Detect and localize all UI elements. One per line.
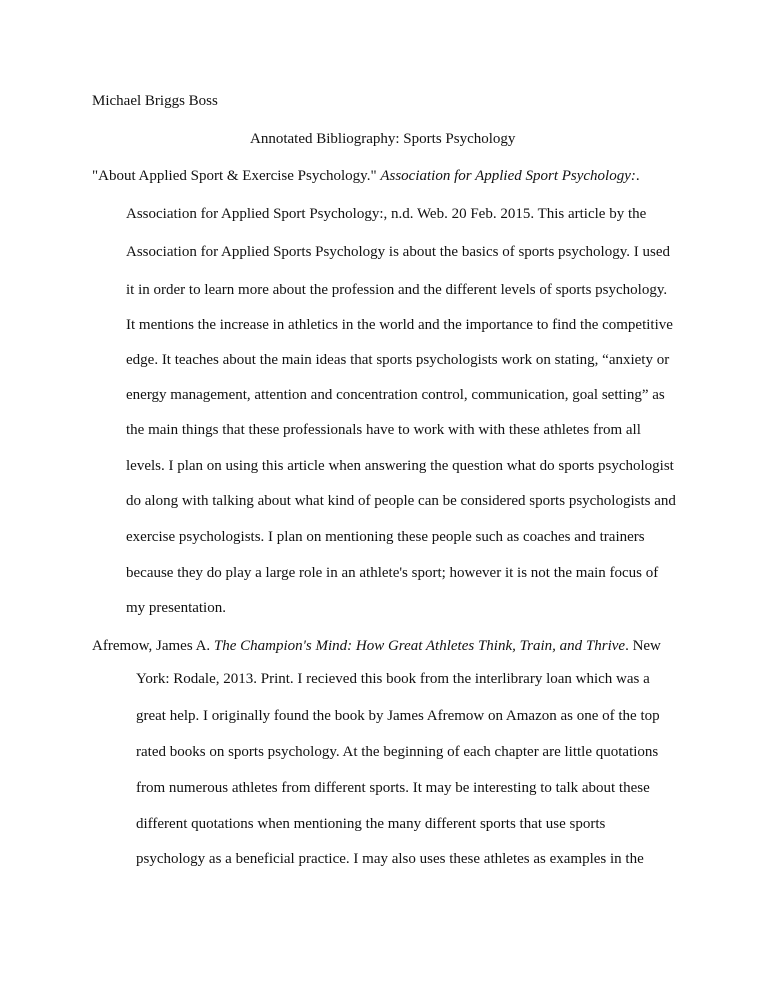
annotation-line: York: Rodale, 2013. Print. I recieved this book from the interlibrary loan which was a bbox=[136, 671, 650, 687]
annotation-line: it in order to learn more about the profession and the different levels of sports psychology. bbox=[126, 282, 668, 298]
citation-text: . New bbox=[625, 638, 661, 654]
citation-book-title: The Champion's Mind: How Great Athletes Think, Train, and Thrive bbox=[213, 638, 626, 654]
annotation-line: rated books on sports psychology. At the beginning of each chapter are little quotations bbox=[136, 744, 659, 760]
annotation-line: Association for Applied Sports Psychology is about the basics of sports psychology. I used bbox=[126, 244, 670, 260]
citation-first-line bbox=[92, 637, 661, 655]
annotation-line: great help. I originally found the book by James Afremow on Amazon as one of the top bbox=[136, 708, 660, 724]
annotation-line: levels. I plan on using this article when answering the question what do sports psychologist bbox=[126, 458, 674, 474]
citation-text: Afremow, James A. bbox=[92, 638, 214, 654]
citation-text: "About Applied Sport & Exercise Psychology." bbox=[92, 168, 381, 184]
annotation-line: psychology as a beneficial practice. I may also uses these athletes as examples in the bbox=[136, 851, 644, 867]
author-name: Michael Briggs Boss bbox=[92, 93, 218, 109]
annotation-line: energy management, attention and concentration control, communication, goal setting” as bbox=[126, 387, 665, 403]
annotation-line: do along with talking about what kind of people can be considered sports psychologists and bbox=[126, 493, 676, 509]
annotation-line: my presentation. bbox=[126, 600, 226, 616]
citation-text: . bbox=[635, 168, 640, 184]
citation-first-line bbox=[92, 167, 640, 185]
annotation-line: because they do play a large role in an athlete's sport; however it is not the main focus of bbox=[126, 565, 659, 581]
annotation-line: different quotations when mentioning the many different sports that use sports bbox=[136, 816, 606, 832]
annotation-line: exercise psychologists. I plan on mentioning these people such as coaches and trainers bbox=[126, 529, 645, 545]
annotation-line: Association for Applied Sport Psychology:, n.d. Web. 20 Feb. 2015. This article by the bbox=[126, 206, 647, 222]
annotation-line: from numerous athletes from different sports. It may be interesting to talk about these bbox=[136, 780, 650, 796]
annotation-line: It mentions the increase in athletics in the world and the importance to find the competitive bbox=[126, 317, 673, 333]
citation-source-title: Association for Applied Sport Psychology: bbox=[380, 168, 636, 184]
document-title: Annotated Bibliography: Sports Psychology bbox=[250, 131, 516, 147]
annotation-line: edge. It teaches about the main ideas that sports psychologists work on stating, “anxiety or bbox=[126, 352, 670, 368]
annotation-line: the main things that these professionals have to work with with these athletes from all bbox=[126, 422, 641, 438]
